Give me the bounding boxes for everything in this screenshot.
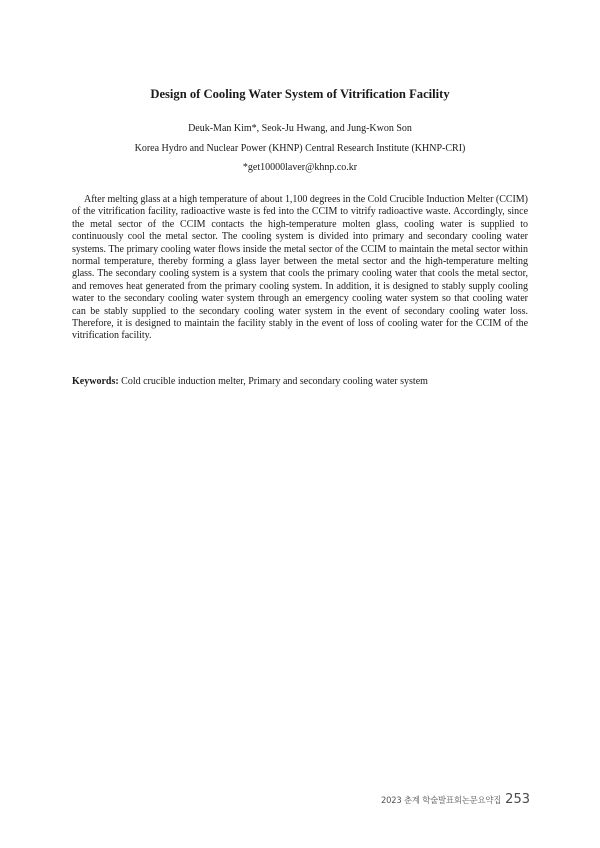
- page-footer: [380, 788, 530, 807]
- keywords-label: Keywords:: [72, 376, 119, 387]
- corresponding-email: *get10000laver@khnp.co.kr: [242, 162, 358, 173]
- proceedings-title: 2023 춘계 학술발표회논문요약집: [381, 795, 502, 805]
- author-list: Deuk-Man Kim*, Seok-Ju Hwang, and Jung-Kwon Son: [188, 123, 412, 134]
- page-number: 253: [505, 792, 530, 807]
- abstract-paragraph: After melting glass at a high temperature of about 1,100 degrees in the Cold Crucible Induction Melter (CCIM) of the vitrification facility, radioactive waste is fed into the CCIM to vitrify radioactive waste. Accordingly, since the metal sector of the CCIM contacts the high-temperature molten glass, cooling water is supplied to continuously cool the metal sector. The cooling system is divided into primary and secondary cooling water systems. The primary cooling water flows inside the metal sector of the CCIM to maintain the metal sector within normal temperature, thereby forming a glass layer between the metal sector and the high-temperature melting glass. The secondary cooling system is a system that cools the primary cooling water that cools the metal sector, and removes heat generated from the primary cooling system. In addition, it is designed to stably supply cooling water to the secondary cooling water system through an emergency cooling water system so that cooling water can be stably supplied to the secondary cooling water system in the event of secondary cooling water loss. Therefore, it is designed to maintain the facility stably in the event of loss of cooling water for the CCIM of the vitrification facility.: [72, 194, 528, 342]
- author-affiliation: Korea Hydro and Nuclear Power (KHNP) Central Research Institute (KHNP-CRI): [134, 143, 466, 154]
- keywords-text: Cold crucible induction melter, Primary and secondary cooling water system: [118, 376, 428, 387]
- keywords-line: [72, 376, 528, 388]
- paper-title: Design of Cooling Water System of Vitrification Facility: [150, 87, 450, 101]
